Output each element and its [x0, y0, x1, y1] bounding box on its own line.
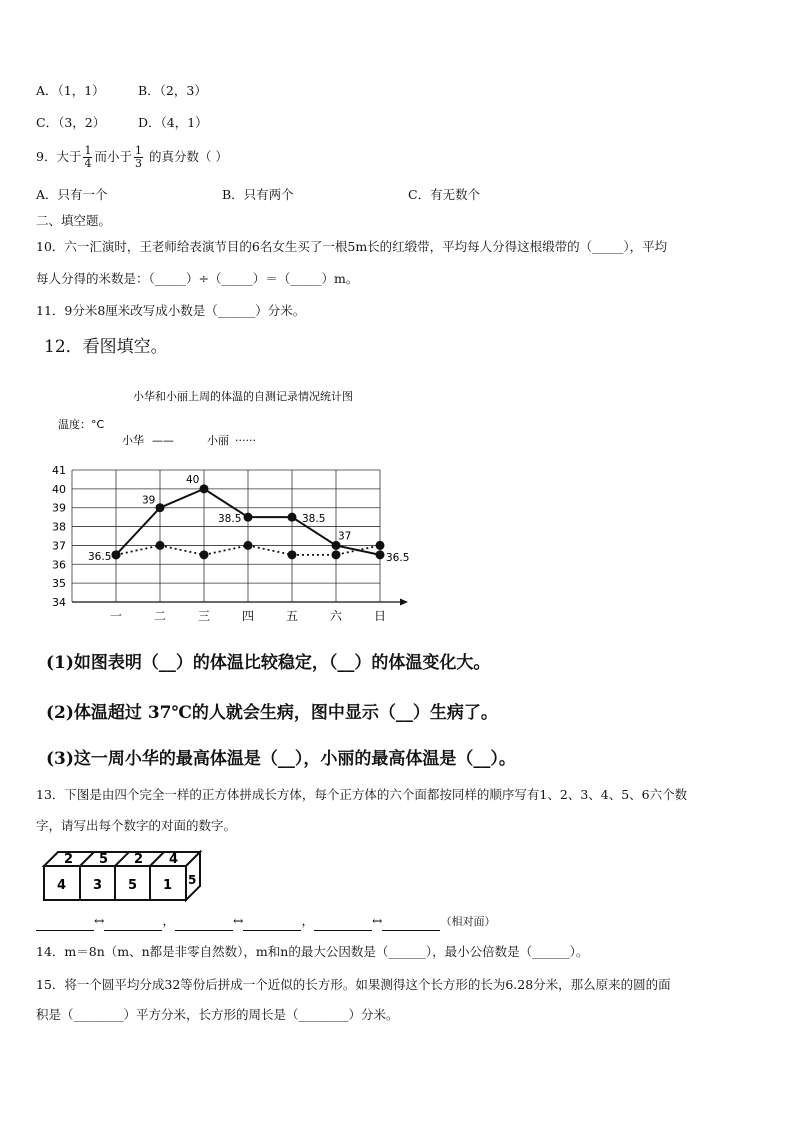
q9-prefix: 9．大于: [36, 149, 82, 164]
answer-blank[interactable]: [104, 918, 162, 931]
q9-stem: [36, 142, 228, 172]
q9-option-c: C．有无数个: [408, 187, 481, 202]
x-tick-label: 一: [109, 609, 123, 622]
data-point: [376, 550, 385, 559]
y-tick-label: 37: [52, 539, 66, 553]
data-point: [288, 513, 297, 522]
data-point: [156, 503, 165, 512]
data-label: 38.5: [302, 513, 326, 526]
fraction-one-third: [134, 145, 143, 170]
legend-dotted-symbol: ······: [235, 434, 256, 447]
top-face-4: 4: [169, 852, 179, 867]
q15-line1: 15．将一个圆平均分成32等份后拼成一个近似的长方形。如果测得这个长方形的长为6.28分米，那么原来的圆的面: [36, 977, 671, 992]
y-tick-label: 34: [52, 596, 66, 609]
frac2-numerator: 1: [134, 144, 142, 157]
cuboid-diagram: [40, 848, 210, 908]
comma: ，: [301, 913, 314, 928]
frac2-denominator: 3: [134, 157, 142, 170]
data-point: [200, 484, 209, 493]
y-tick-label: 36: [52, 558, 66, 572]
x-tick-label: 六: [329, 609, 343, 622]
chart-axes: [72, 599, 408, 606]
arrow: ↔: [233, 913, 244, 928]
x-axis-arrow: [400, 599, 408, 606]
answer-blank[interactable]: [36, 918, 94, 931]
arrow: ↔: [94, 913, 105, 928]
data-point: [112, 550, 121, 559]
frac1-denominator: 4: [84, 157, 92, 170]
q12-sub1: (1)如图表明（__）的体温比较稳定，（__）的体温变化大。: [46, 653, 491, 673]
data-point: [244, 513, 253, 522]
chart-x-ticks: [110, 609, 386, 622]
q9-middle: 而小于: [94, 149, 132, 164]
chart-grid: [72, 470, 380, 602]
data-label: 36.5: [386, 551, 410, 564]
data-point: [200, 550, 209, 559]
top-face-2: 5: [99, 852, 109, 867]
q9-suffix: 的真分数（ ）: [148, 149, 228, 164]
y-tick-label: 40: [52, 482, 66, 496]
section-2-title: 二、填空题。: [36, 213, 112, 228]
q13-suffix: （相对面）: [440, 915, 496, 928]
data-point: [156, 541, 165, 550]
data-point: [332, 550, 341, 559]
front-face-4: 1: [163, 878, 173, 893]
temperature-line-chart: [40, 382, 420, 622]
x-tick-label: 四: [241, 609, 255, 622]
q13-line2: 字，请写出每个数字的对面的数字。: [36, 818, 237, 833]
q8-option-b: B．（2，3）: [138, 83, 207, 98]
x-tick-label: 五: [285, 609, 299, 622]
x-tick-label: 三: [197, 609, 211, 622]
answer-blank[interactable]: [243, 918, 301, 931]
comma: ，: [162, 913, 175, 928]
q12-sub2: (2)体温超过 37℃的人就会生病，图中显示（__）生病了。: [46, 703, 498, 723]
y-tick-label: 35: [52, 577, 66, 591]
data-point: [244, 541, 253, 550]
data-label: 38.5: [218, 513, 242, 526]
legend-label-xiaohua: 小华: [122, 434, 144, 447]
chart-title: 小华和小丽上周的体温的自测记录情况统计图: [133, 390, 353, 403]
chart-series: [88, 474, 409, 564]
top-face-3: 2: [134, 852, 144, 867]
x-tick-label: 日: [373, 609, 387, 622]
front-face-3: 5: [128, 878, 138, 893]
chart-y-axis-label: 温度：°C: [58, 418, 105, 431]
arrow: ↔: [372, 913, 383, 928]
q10-line2: 每人分得的米数是：（_____）÷（_____）＝（_____）m。: [36, 271, 359, 286]
q13-line1: 13．下图是由四个完全一样的正方体拼成长方体，每个正方体的六个面都按同样的顺序写有1、2、3、4、5、6六个数: [36, 787, 688, 802]
q11: 11．9分米8厘米改写成小数是（______）分米。: [36, 303, 306, 318]
front-face-2: 3: [93, 878, 103, 893]
data-label: 40: [186, 473, 200, 486]
data-label: 37: [338, 530, 352, 543]
data-point: [376, 541, 385, 550]
frac1-numerator: 1: [84, 144, 92, 157]
data-label: 36.5: [88, 550, 112, 563]
q10-line1: 10．六一汇演时，王老师给表演节目的6名女生买了一根5m长的红缎带，平均每人分得这根缎带的（_____），平均: [36, 239, 668, 254]
legend-solid-symbol: ——: [152, 434, 174, 447]
y-tick-label: 38: [52, 520, 66, 534]
answer-blank[interactable]: [175, 918, 233, 931]
chart-y-ticks: [52, 464, 66, 609]
data-point: [288, 550, 297, 559]
q13-answer-row: [36, 912, 495, 931]
q8-option-d: D．（4，1）: [138, 115, 208, 130]
side-face: 5: [188, 873, 197, 887]
answer-blank[interactable]: [382, 918, 440, 931]
q8-option-c: C．（3，2）: [36, 115, 106, 130]
front-face-1: 4: [57, 878, 67, 893]
q9-option-a: A．只有一个: [36, 187, 108, 202]
answer-blank[interactable]: [314, 918, 372, 931]
y-tick-label: 41: [52, 464, 66, 477]
q15-line2: 积是（________）平方分米，长方形的周长是（________）分米。: [36, 1007, 399, 1022]
y-tick-label: 39: [52, 501, 66, 515]
q14: 14．m＝8n（m、n都是非零自然数），m和n的最大公因数是（______），最小公倍数是（______）。: [36, 944, 589, 959]
top-face-1: 2: [64, 852, 74, 867]
data-label: 39: [142, 494, 156, 507]
fraction-one-quarter: [83, 145, 92, 170]
q12-sub3: (3)这一周小华的最高体温是（__），小丽的最高体温是（__）。: [46, 749, 516, 769]
legend-label-xiaoli: 小丽: [207, 434, 229, 447]
q12-title: 12．看图填空。: [44, 337, 168, 357]
chart-legend: [122, 433, 256, 447]
x-tick-label: 二: [153, 609, 167, 622]
q9-option-b: B．只有两个: [222, 187, 294, 202]
q8-option-a: A．（1，1）: [36, 83, 105, 98]
